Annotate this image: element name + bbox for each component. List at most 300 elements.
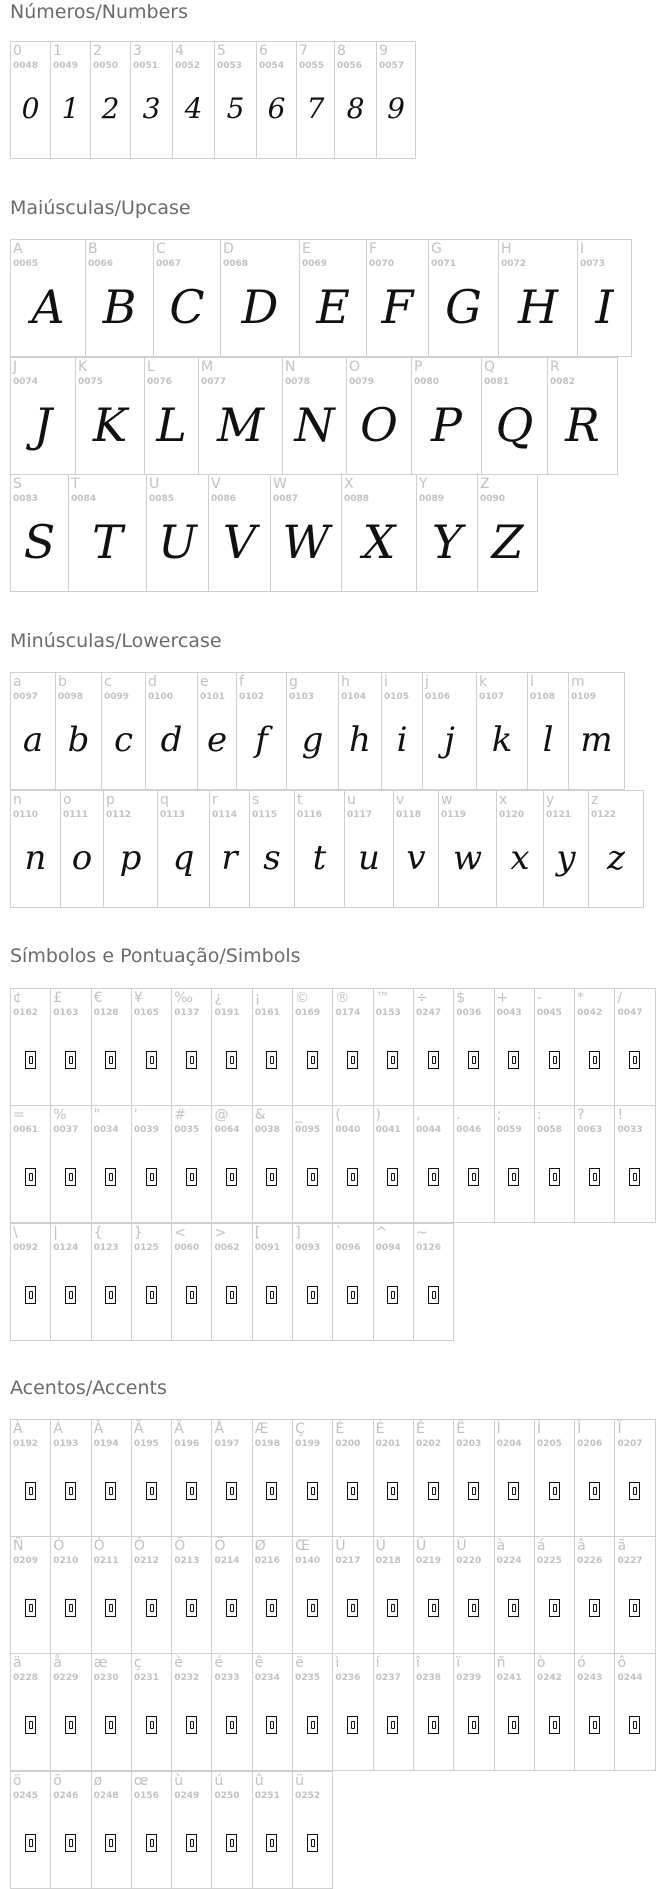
glyph-char-label: Ó bbox=[93, 1538, 105, 1554]
glyph-code-label: 0227 bbox=[617, 1556, 643, 1566]
glyph-cell bbox=[253, 1420, 293, 1536]
missing-glyph-icon bbox=[186, 1168, 197, 1186]
glyph-cell bbox=[374, 1420, 414, 1536]
glyph-cell bbox=[212, 1654, 252, 1770]
glyph-code-label: 0064 bbox=[214, 1125, 240, 1135]
glyph-cell bbox=[377, 42, 416, 158]
missing-glyph-icon bbox=[428, 1286, 439, 1304]
glyph-cell bbox=[548, 358, 618, 474]
glyph-sample: f bbox=[255, 720, 268, 760]
glyph-char-label: m bbox=[571, 674, 585, 690]
glyph-char-label: / bbox=[617, 990, 623, 1006]
glyph-cell bbox=[154, 240, 221, 356]
missing-glyph-icon bbox=[387, 1482, 398, 1500]
glyph-code-label: 0250 bbox=[214, 1791, 240, 1801]
glyph-row bbox=[10, 988, 656, 1106]
glyph-sample: L bbox=[156, 398, 187, 452]
glyph-char-label: Æ bbox=[254, 1421, 269, 1437]
glyph-code-label: 0085 bbox=[149, 494, 175, 504]
glyph-cell bbox=[173, 42, 215, 158]
missing-glyph-icon bbox=[65, 1051, 76, 1069]
glyph-row bbox=[10, 672, 625, 790]
glyph-sample: 7 bbox=[306, 92, 325, 125]
glyph-char-label: £ bbox=[53, 990, 63, 1006]
glyph-char-label: ê bbox=[254, 1655, 264, 1671]
missing-glyph-icon bbox=[387, 1599, 398, 1617]
glyph-code-label: 0116 bbox=[297, 810, 323, 820]
glyph-code-label: 0220 bbox=[456, 1556, 482, 1566]
glyph-code-label: 0088 bbox=[344, 494, 370, 504]
glyph-code-label: 0106 bbox=[425, 692, 451, 702]
missing-glyph-icon bbox=[508, 1051, 519, 1069]
missing-glyph-icon bbox=[25, 1286, 36, 1304]
glyph-cell bbox=[495, 989, 535, 1105]
missing-glyph-icon bbox=[105, 1599, 116, 1617]
glyph-code-label: 0201 bbox=[375, 1439, 401, 1449]
glyph-char-label: Z bbox=[480, 476, 490, 492]
glyph-cell bbox=[132, 1654, 172, 1770]
glyph-code-label: 0109 bbox=[571, 692, 597, 702]
glyph-char-label: ÷ bbox=[415, 990, 428, 1006]
glyph-cell bbox=[253, 1224, 293, 1340]
glyph-code-label: 0165 bbox=[133, 1008, 159, 1018]
glyph-char-label: ø bbox=[93, 1773, 103, 1789]
missing-glyph-icon bbox=[589, 1051, 600, 1069]
glyph-cell bbox=[615, 1106, 655, 1222]
glyph-char-label: È bbox=[335, 1421, 345, 1437]
glyph-char-label: 6 bbox=[259, 43, 268, 59]
section-title: Símbolos e Pontuação/Simbols bbox=[10, 945, 301, 967]
glyph-char-label: Ô bbox=[133, 1538, 145, 1554]
glyph-char-label: y bbox=[546, 792, 555, 808]
glyph-cell bbox=[253, 1654, 293, 1770]
glyph-cell bbox=[495, 1420, 535, 1536]
glyph-cell bbox=[454, 1106, 494, 1222]
glyph-cell bbox=[172, 1420, 212, 1536]
glyph-sample: I bbox=[595, 280, 614, 334]
glyph-cell bbox=[51, 1654, 91, 1770]
glyph-cell bbox=[615, 1420, 655, 1536]
glyph-cell bbox=[212, 989, 252, 1105]
glyph-cell bbox=[374, 1654, 414, 1770]
missing-glyph-icon bbox=[25, 1482, 36, 1500]
glyph-char-label: h bbox=[341, 674, 350, 690]
glyph-code-label: 0098 bbox=[58, 692, 84, 702]
glyph-char-label: Ù bbox=[335, 1538, 346, 1554]
glyph-sample: 8 bbox=[346, 92, 365, 125]
glyph-cell bbox=[215, 42, 257, 158]
missing-glyph-icon bbox=[428, 1051, 439, 1069]
glyph-code-label: 0040 bbox=[335, 1125, 361, 1135]
glyph-sample: d bbox=[160, 720, 183, 760]
glyph-sample: M bbox=[216, 398, 265, 452]
glyph-char-label: P bbox=[414, 359, 423, 375]
glyph-cell bbox=[293, 989, 333, 1105]
glyph-code-label: 0251 bbox=[254, 1791, 280, 1801]
glyph-code-label: 0234 bbox=[254, 1673, 280, 1683]
glyph-cell bbox=[212, 1537, 252, 1653]
glyph-sample: Y bbox=[431, 515, 463, 569]
missing-glyph-icon bbox=[146, 1716, 157, 1734]
glyph-sample: b bbox=[67, 720, 90, 760]
glyph-sample: 5 bbox=[226, 92, 245, 125]
glyph-char-label: " bbox=[93, 1107, 101, 1123]
glyph-code-label: 0090 bbox=[480, 494, 506, 504]
glyph-sample: T bbox=[92, 515, 123, 569]
glyph-cell bbox=[482, 358, 548, 474]
glyph-sample: u bbox=[358, 838, 380, 878]
glyph-cell bbox=[11, 240, 86, 356]
glyph-code-label: 0067 bbox=[156, 259, 182, 269]
glyph-code-label: 0191 bbox=[214, 1008, 240, 1018]
glyph-code-label: 0079 bbox=[349, 377, 375, 387]
glyph-char-label: ) bbox=[375, 1107, 382, 1123]
glyph-char-label: o bbox=[63, 792, 72, 808]
glyph-char-label: Õ bbox=[174, 1538, 186, 1554]
glyph-cell bbox=[11, 1654, 51, 1770]
glyph-code-label: 0081 bbox=[484, 377, 510, 387]
glyph-cell bbox=[615, 1537, 655, 1653]
glyph-code-label: 0059 bbox=[496, 1125, 522, 1135]
glyph-char-label: ( bbox=[335, 1107, 341, 1123]
glyph-char-label: { bbox=[93, 1225, 103, 1241]
glyph-code-label: 0044 bbox=[415, 1125, 442, 1135]
glyph-char-label: D bbox=[223, 241, 234, 257]
glyph-cell bbox=[382, 673, 423, 789]
glyph-cell bbox=[345, 791, 394, 907]
glyph-char-label: À bbox=[13, 1421, 23, 1437]
glyph-char-label: i bbox=[384, 674, 388, 690]
glyph-code-label: 0039 bbox=[133, 1125, 159, 1135]
glyph-code-label: 0093 bbox=[295, 1243, 321, 1253]
glyph-cell bbox=[212, 1420, 252, 1536]
glyph-code-label: 0207 bbox=[617, 1439, 643, 1449]
missing-glyph-icon bbox=[226, 1168, 237, 1186]
glyph-char-label: + bbox=[496, 990, 509, 1006]
glyph-sample: N bbox=[294, 398, 335, 452]
glyph-code-label: 0235 bbox=[295, 1673, 321, 1683]
glyph-char-label: S bbox=[13, 476, 22, 492]
glyph-char-label: K bbox=[78, 359, 88, 375]
glyph-char-label: î bbox=[415, 1655, 420, 1671]
glyph-char-label: 4 bbox=[175, 43, 184, 59]
glyph-sample: 3 bbox=[142, 92, 161, 125]
missing-glyph-icon bbox=[105, 1051, 116, 1069]
glyph-sample: O bbox=[360, 398, 398, 452]
glyph-sample: s bbox=[263, 838, 281, 878]
glyph-char-label: Û bbox=[415, 1538, 427, 1554]
glyph-code-label: 0068 bbox=[223, 259, 249, 269]
glyph-row bbox=[10, 1105, 656, 1223]
glyph-char-label: å bbox=[53, 1655, 62, 1671]
glyph-code-label: 0192 bbox=[13, 1439, 39, 1449]
glyph-code-label: 0213 bbox=[174, 1556, 200, 1566]
glyph-sample: K bbox=[92, 398, 128, 452]
missing-glyph-icon bbox=[347, 1482, 358, 1500]
glyph-code-label: 0035 bbox=[174, 1125, 200, 1135]
glyph-sample: 4 bbox=[184, 92, 203, 125]
glyph-sample: i bbox=[396, 720, 408, 760]
glyph-sample: H bbox=[517, 280, 559, 334]
glyph-cell bbox=[575, 1537, 615, 1653]
glyph-sample: Z bbox=[491, 515, 524, 569]
glyph-code-label: 0037 bbox=[53, 1125, 79, 1135]
glyph-cell bbox=[92, 1224, 132, 1340]
glyph-char-label: â bbox=[577, 1538, 586, 1554]
glyph-code-label: 0195 bbox=[133, 1439, 159, 1449]
glyph-sample: W bbox=[282, 515, 330, 569]
missing-glyph-icon bbox=[226, 1834, 237, 1852]
glyph-code-label: 0034 bbox=[93, 1125, 119, 1135]
glyph-code-label: 0237 bbox=[375, 1673, 401, 1683]
glyph-row bbox=[10, 1536, 656, 1654]
glyph-cell bbox=[51, 1420, 91, 1536]
missing-glyph-icon bbox=[105, 1286, 116, 1304]
missing-glyph-icon bbox=[266, 1599, 277, 1617]
glyph-code-label: 0042 bbox=[577, 1008, 603, 1018]
glyph-code-label: 0055 bbox=[299, 61, 325, 71]
glyph-cell bbox=[287, 673, 339, 789]
glyph-char-label: ô bbox=[617, 1655, 627, 1671]
glyph-code-label: 0197 bbox=[214, 1439, 240, 1449]
glyph-code-label: 0111 bbox=[63, 810, 89, 820]
glyph-cell bbox=[221, 240, 300, 356]
glyph-char-label: 3 bbox=[133, 43, 142, 59]
glyph-code-label: 0169 bbox=[295, 1008, 321, 1018]
missing-glyph-icon bbox=[266, 1051, 277, 1069]
glyph-code-label: 0058 bbox=[536, 1125, 562, 1135]
glyph-row bbox=[10, 1771, 333, 1889]
glyph-cell bbox=[297, 42, 335, 158]
glyph-char-label: } bbox=[133, 1225, 143, 1241]
glyph-char-label: õ bbox=[53, 1773, 62, 1789]
missing-glyph-icon bbox=[468, 1168, 479, 1186]
glyph-row bbox=[10, 239, 632, 357]
glyph-code-label: 0193 bbox=[53, 1439, 79, 1449]
glyph-char-label: Ë bbox=[456, 1421, 466, 1437]
glyph-cell bbox=[253, 1106, 293, 1222]
glyph-cell bbox=[253, 1772, 293, 1888]
glyph-char-label: ¿ bbox=[214, 990, 222, 1006]
glyph-code-label: 0057 bbox=[379, 61, 405, 71]
glyph-char-label: ñ bbox=[496, 1655, 506, 1671]
glyph-char-label: q bbox=[160, 792, 169, 808]
missing-glyph-icon bbox=[307, 1482, 318, 1500]
glyph-code-label: 0082 bbox=[550, 377, 576, 387]
glyph-code-label: 0047 bbox=[617, 1008, 643, 1018]
glyph-sample: n bbox=[24, 838, 47, 878]
glyph-char-label: p bbox=[106, 792, 115, 808]
glyph-char-label: O bbox=[349, 359, 361, 375]
missing-glyph-icon bbox=[347, 1051, 358, 1069]
glyph-cell bbox=[51, 1106, 91, 1222]
glyph-row bbox=[10, 1223, 454, 1341]
glyph-cell bbox=[535, 1654, 575, 1770]
glyph-cell bbox=[374, 989, 414, 1105]
glyph-char-label: 5 bbox=[217, 43, 226, 59]
missing-glyph-icon bbox=[629, 1051, 640, 1069]
glyph-cell bbox=[615, 1654, 655, 1770]
glyph-char-label: t bbox=[297, 792, 303, 808]
glyph-sample: z bbox=[607, 838, 625, 878]
glyph-cell bbox=[423, 673, 477, 789]
glyph-sample: p bbox=[119, 838, 142, 878]
glyph-code-label: 0038 bbox=[254, 1125, 280, 1135]
missing-glyph-icon bbox=[307, 1599, 318, 1617]
glyph-char-label: Ã bbox=[133, 1421, 144, 1437]
glyph-char-label: F bbox=[369, 241, 378, 257]
glyph-row bbox=[10, 1653, 656, 1771]
glyph-cell bbox=[132, 1772, 172, 1888]
glyph-char-label: ™ bbox=[375, 990, 390, 1006]
glyph-cell bbox=[333, 1106, 373, 1222]
missing-glyph-icon bbox=[629, 1482, 640, 1500]
glyph-code-label: 0238 bbox=[415, 1673, 442, 1683]
missing-glyph-icon bbox=[65, 1482, 76, 1500]
glyph-code-label: 0056 bbox=[337, 61, 363, 71]
glyph-cell bbox=[374, 1537, 414, 1653]
glyph-char-label: ù bbox=[174, 1773, 184, 1789]
glyph-code-label: 0243 bbox=[577, 1673, 603, 1683]
glyph-code-label: 0156 bbox=[133, 1791, 159, 1801]
missing-glyph-icon bbox=[226, 1599, 237, 1617]
glyph-cell bbox=[339, 673, 382, 789]
missing-glyph-icon bbox=[25, 1051, 36, 1069]
glyph-char-label: b bbox=[58, 674, 67, 690]
glyph-cell bbox=[11, 1537, 51, 1653]
glyph-cell bbox=[11, 1106, 51, 1222]
glyph-code-label: 0041 bbox=[375, 1125, 401, 1135]
glyph-code-label: 0244 bbox=[617, 1673, 643, 1683]
glyph-char-label: ' bbox=[133, 1107, 138, 1123]
missing-glyph-icon bbox=[629, 1599, 640, 1617]
glyph-code-label: 0083 bbox=[13, 494, 39, 504]
glyph-sample: V bbox=[222, 515, 257, 569]
missing-glyph-icon bbox=[226, 1051, 237, 1069]
missing-glyph-icon bbox=[105, 1168, 116, 1186]
missing-glyph-icon bbox=[468, 1482, 479, 1500]
glyph-cell bbox=[293, 1420, 333, 1536]
glyph-code-label: 0108 bbox=[530, 692, 556, 702]
glyph-cell bbox=[198, 673, 237, 789]
missing-glyph-icon bbox=[65, 1834, 76, 1852]
missing-glyph-icon bbox=[146, 1482, 157, 1500]
missing-glyph-icon bbox=[65, 1599, 76, 1617]
glyph-char-label: E bbox=[302, 241, 311, 257]
glyph-char-label: ö bbox=[13, 1773, 22, 1789]
glyph-char-label: ï bbox=[456, 1655, 461, 1671]
glyph-char-label: Á bbox=[53, 1421, 63, 1437]
glyph-cell bbox=[495, 1654, 535, 1770]
glyph-cell bbox=[51, 1537, 91, 1653]
glyph-code-label: 0053 bbox=[217, 61, 243, 71]
glyph-sample: m bbox=[580, 720, 613, 760]
glyph-char-label: Î bbox=[577, 1421, 582, 1437]
glyph-cell bbox=[86, 240, 154, 356]
glyph-sample: J bbox=[33, 398, 53, 452]
glyph-char-label: 9 bbox=[379, 43, 388, 59]
glyph-code-label: 0120 bbox=[499, 810, 525, 820]
glyph-code-label: 0052 bbox=[175, 61, 201, 71]
glyph-char-label: 2 bbox=[93, 43, 102, 59]
glyph-code-label: 0112 bbox=[106, 810, 132, 820]
missing-glyph-icon bbox=[508, 1168, 519, 1186]
glyph-cell bbox=[535, 1420, 575, 1536]
missing-glyph-icon bbox=[186, 1482, 197, 1500]
glyph-cell bbox=[578, 240, 632, 356]
glyph-sample: k bbox=[491, 720, 513, 760]
missing-glyph-icon bbox=[226, 1286, 237, 1304]
glyph-code-label: 0128 bbox=[93, 1008, 119, 1018]
glyph-cell bbox=[615, 989, 655, 1105]
glyph-cell bbox=[172, 1772, 212, 1888]
glyph-code-label: 0199 bbox=[295, 1439, 321, 1449]
glyph-code-label: 0211 bbox=[93, 1556, 119, 1566]
section-numbers bbox=[10, 0, 405, 125]
glyph-code-label: 0205 bbox=[536, 1439, 562, 1449]
glyph-code-label: 0033 bbox=[617, 1125, 643, 1135]
glyph-cell bbox=[414, 1420, 454, 1536]
glyph-char-label: Ö bbox=[214, 1538, 226, 1554]
glyph-sample: q bbox=[172, 838, 195, 878]
missing-glyph-icon bbox=[347, 1168, 358, 1186]
glyph-code-label: 0233 bbox=[214, 1673, 240, 1683]
glyph-char-label: œ bbox=[133, 1773, 149, 1789]
glyph-cell bbox=[499, 240, 578, 356]
glyph-row bbox=[10, 357, 618, 475]
glyph-cell bbox=[11, 475, 69, 591]
glyph-code-label: 0241 bbox=[496, 1673, 522, 1683]
glyph-cell bbox=[414, 1224, 454, 1340]
glyph-cell bbox=[11, 1772, 51, 1888]
glyph-char-label: g bbox=[289, 674, 298, 690]
missing-glyph-icon bbox=[508, 1482, 519, 1500]
glyph-code-label: 0216 bbox=[254, 1556, 280, 1566]
section-accents bbox=[10, 1376, 643, 1801]
glyph-char-label: _ bbox=[295, 1107, 303, 1123]
glyph-cell bbox=[92, 1537, 132, 1653]
glyph-code-label: 0236 bbox=[335, 1673, 361, 1683]
glyph-char-label: $ bbox=[456, 990, 466, 1006]
glyph-cell bbox=[209, 475, 271, 591]
glyph-sample: c bbox=[113, 720, 134, 760]
glyph-cell bbox=[210, 791, 250, 907]
glyph-char-label: . bbox=[456, 1107, 461, 1123]
glyph-cell bbox=[414, 989, 454, 1105]
glyph-cell bbox=[212, 1224, 252, 1340]
glyph-char-label: ® bbox=[335, 990, 350, 1006]
glyph-char-label: ` bbox=[335, 1225, 343, 1241]
glyph-code-label: 0099 bbox=[104, 692, 130, 702]
missing-glyph-icon bbox=[266, 1286, 277, 1304]
glyph-cell bbox=[172, 1224, 212, 1340]
glyph-cell bbox=[102, 673, 146, 789]
glyph-cell bbox=[429, 240, 499, 356]
glyph-cell bbox=[495, 1537, 535, 1653]
glyph-char-label: L bbox=[147, 359, 155, 375]
glyph-code-label: 0089 bbox=[419, 494, 445, 504]
glyph-cell bbox=[535, 1106, 575, 1222]
glyph-char-label: R bbox=[550, 359, 560, 375]
glyph-char-label: ç bbox=[133, 1655, 142, 1671]
glyph-code-label: 0198 bbox=[254, 1439, 280, 1449]
glyph-code-label: 0070 bbox=[369, 259, 395, 269]
glyph-code-label: 0077 bbox=[201, 377, 227, 387]
glyph-char-label: Ï bbox=[617, 1421, 622, 1437]
glyph-code-label: 0210 bbox=[53, 1556, 79, 1566]
glyph-cell bbox=[293, 1106, 333, 1222]
glyph-char-label: = bbox=[13, 1107, 25, 1123]
